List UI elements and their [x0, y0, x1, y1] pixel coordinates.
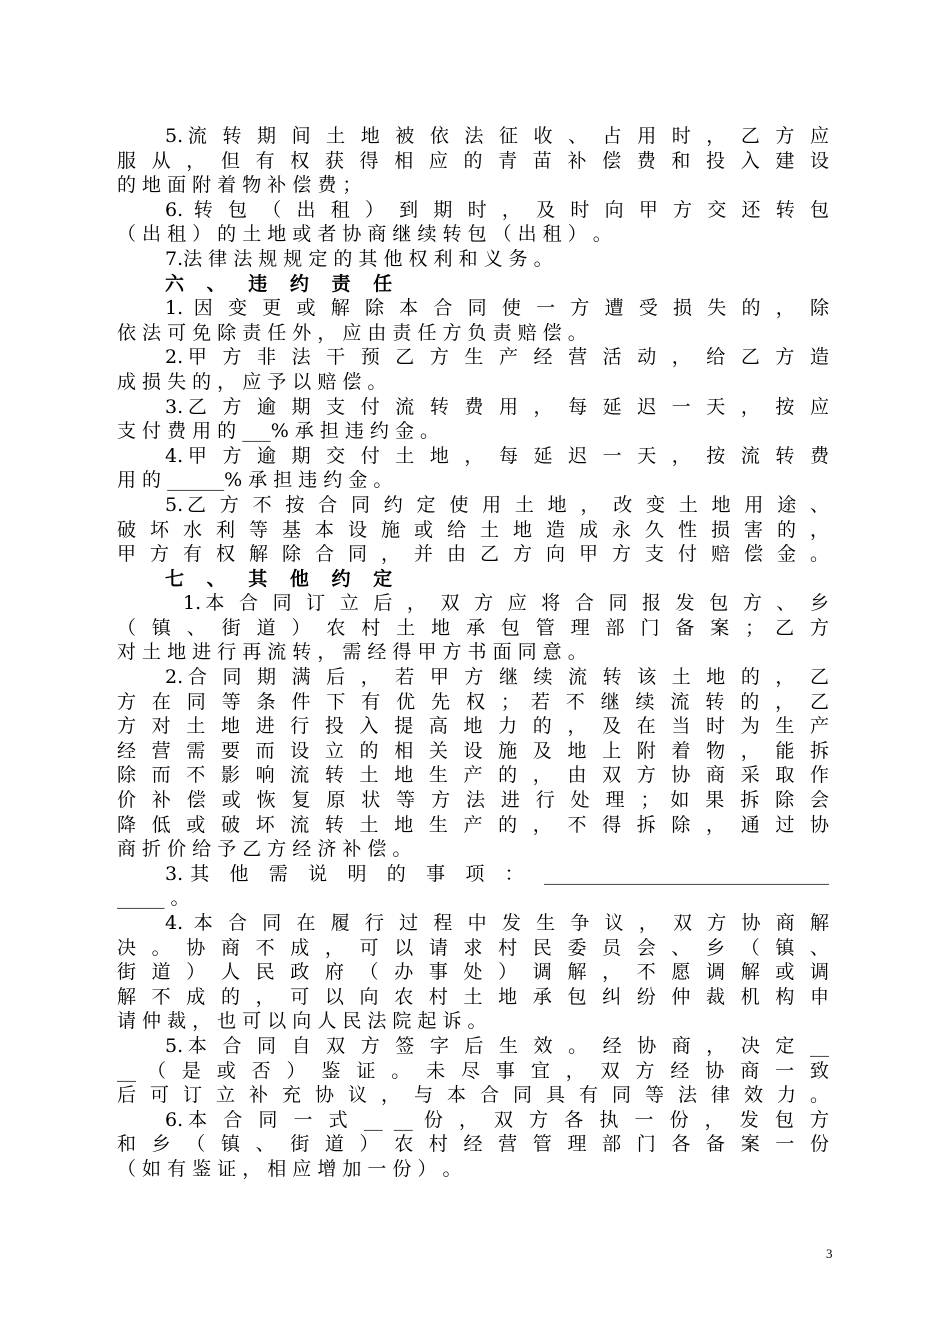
text-line: 服 从 ， 但 有 权 获 得 相 应 的 青 苗 补 偿 费 和 投 入 建 设 [117, 149, 829, 172]
text-line: 依 法 可 免 除 责 任 外 ， 应 由 责 任 方 负 责 赔 偿 。 [117, 321, 587, 344]
text-line: 2.合 同 期 满 后 ， 若 甲 方 继 续 流 转 该 土 地 的 ， 乙 [165, 666, 829, 689]
text-line: 6. 转 包 （ 出 租 ） 到 期 时 ， 及 时 向 甲 方 交 还 转 包 [165, 198, 829, 221]
text-line: 1. 因 变 更 或 解 除 本 合 同 使 一 方 遭 受 损 失 的 ， 除 [165, 297, 829, 320]
text-line: 5.乙 方 不 按 合 同 约 定 使 用 土 地 ， 改 变 土 地 用 途 、 [165, 493, 829, 516]
text-line: 3.乙 方 逾 期 支 付 流 转 费 用 ， 每 延 迟 一 天 ， 按 应 [165, 395, 829, 418]
text-line: 方 在 同 等 条 件 下 有 优 先 权 ； 若 不 继 续 流 转 的 ， 乙 [117, 690, 829, 713]
text-line: __ （ 是 或 否 ） 鉴 证 。 未 尽 事 宜 ， 双 方 经 协 商 一 致 [117, 1059, 829, 1082]
text-line: 方 对 土 地 进 行 投 入 提 高 地 力 的 ， 及 在 当 时 为 生 产 [117, 715, 829, 738]
text-line: 1.本 合 同 订 立 后 ， 双 方 应 将 合 同 报 发 包 方 、 乡 [183, 592, 829, 615]
text-line: 和 乡 （ 镇 、 街 道 ） 农 村 经 营 管 理 部 门 各 备 案 一 份 [117, 1133, 829, 1156]
text-line: 请 仲 裁 ， 也 可 以 向 人 民 法 院 起 诉 。 [117, 1010, 487, 1033]
text-line: 决 。 协 商 不 成 ， 可 以 请 求 村 民 委 员 会 、 乡 （ 镇 、 [117, 936, 829, 959]
text-line: 5.本 合 同 自 双 方 签 字 后 生 效 。 经 协 商 ， 决 定 __ [165, 1034, 829, 1057]
page-number: 3 [826, 1246, 833, 1261]
text-line: 6.本 合 同 一 式 __ __ 份 ， 双 方 各 执 一 份 ， 发 包 方 [165, 1108, 829, 1131]
text-line: 7.法 律 法 规 规 定 的 其 他 权 利 和 义 务 。 [165, 247, 553, 270]
text-line: 的 地 面 附 着 物 补 偿 费 ； [117, 174, 362, 197]
text-line: （ 镇 、 街 道 ） 农 村 土 地 承 包 管 理 部 门 备 案 ； 乙 方 [117, 616, 829, 639]
text-line: 降 低 或 破 坏 流 转 土 地 生 产 的 ， 不 得 拆 除 ， 通 过 协 [117, 813, 829, 836]
text-line: 对 土 地 进 行 再 流 转 ， 需 经 得 甲 方 书 面 同 意 。 [117, 641, 587, 664]
text-line: 经 营 需 要 而 设 立 的 相 关 设 施 及 地 上 附 着 物 ， 能 拆 [117, 739, 829, 762]
section-heading: 六 、 违 约 责 任 [165, 272, 401, 295]
text-line: 用 的 ______% 承 担 违 约 金 。 [117, 469, 393, 492]
text-line: 街 道 ） 人 民 政 府 （ 办 事 处 ） 调 解 ， 不 愿 调 解 或 调 [117, 961, 829, 984]
text-line: （ 出 租 ） 的 土 地 或 者 协 商 继 续 转 包 （ 出 租 ） 。 [117, 223, 612, 246]
text-line: _____ 。 [117, 887, 190, 910]
text-line: （ 如 有 鉴 证 ， 相 应 增 加 一 份 ） 。 [117, 1157, 462, 1180]
text-line: 支 付 费 用 的 ___% 承 担 违 约 金 。 [117, 420, 439, 443]
text-line: 解 不 成 的 ， 可 以 向 农 村 土 地 承 包 纠 纷 仲 裁 机 构 申 [117, 985, 829, 1008]
section-heading: 七 、 其 他 约 定 [165, 567, 401, 590]
text-line: 3.其 他 需 说 明 的 事 项 ： ______________________________ [165, 862, 829, 885]
text-line: 价 补 偿 或 恢 复 原 状 等 方 法 进 行 处 理 ； 如 果 拆 除 会 [117, 789, 829, 812]
text-line: 后 可 订 立 补 充 协 议 ， 与 本 合 同 具 有 同 等 法 律 效 力 。 [117, 1084, 829, 1107]
text-line: 5.流 转 期 间 土 地 被 依 法 征 收 、 占 用 时 ， 乙 方 应 [165, 125, 829, 147]
text-line: 甲 方 有 权 解 除 合 同 ， 并 由 乙 方 向 甲 方 支 付 赔 偿 金 。 [117, 543, 829, 566]
text-line: 4.甲 方 逾 期 交 付 土 地 ， 每 延 迟 一 天 ， 按 流 转 费 [165, 444, 829, 467]
text-line: 除 而 不 影 响 流 转 土 地 生 产 的 ， 由 双 方 协 商 采 取 作 [117, 764, 829, 787]
text-line: 4. 本 合 同 在 履 行 过 程 中 发 生 争 议 ， 双 方 协 商 解 [165, 912, 829, 934]
text-line: 商 折 价 给 予 乙 方 经 济 补 偿 。 [117, 838, 412, 861]
text-line: 2.甲 方 非 法 干 预 乙 方 生 产 经 营 活 动 ， 给 乙 方 造 [165, 346, 829, 369]
text-line: 破 坏 水 利 等 基 本 设 施 或 给 土 地 造 成 永 久 性 损 害 的 ， [117, 518, 829, 541]
text-line: 成 损 失 的 ， 应 予 以 赔 偿 。 [117, 370, 387, 393]
contract-body [117, 124, 829, 1182]
